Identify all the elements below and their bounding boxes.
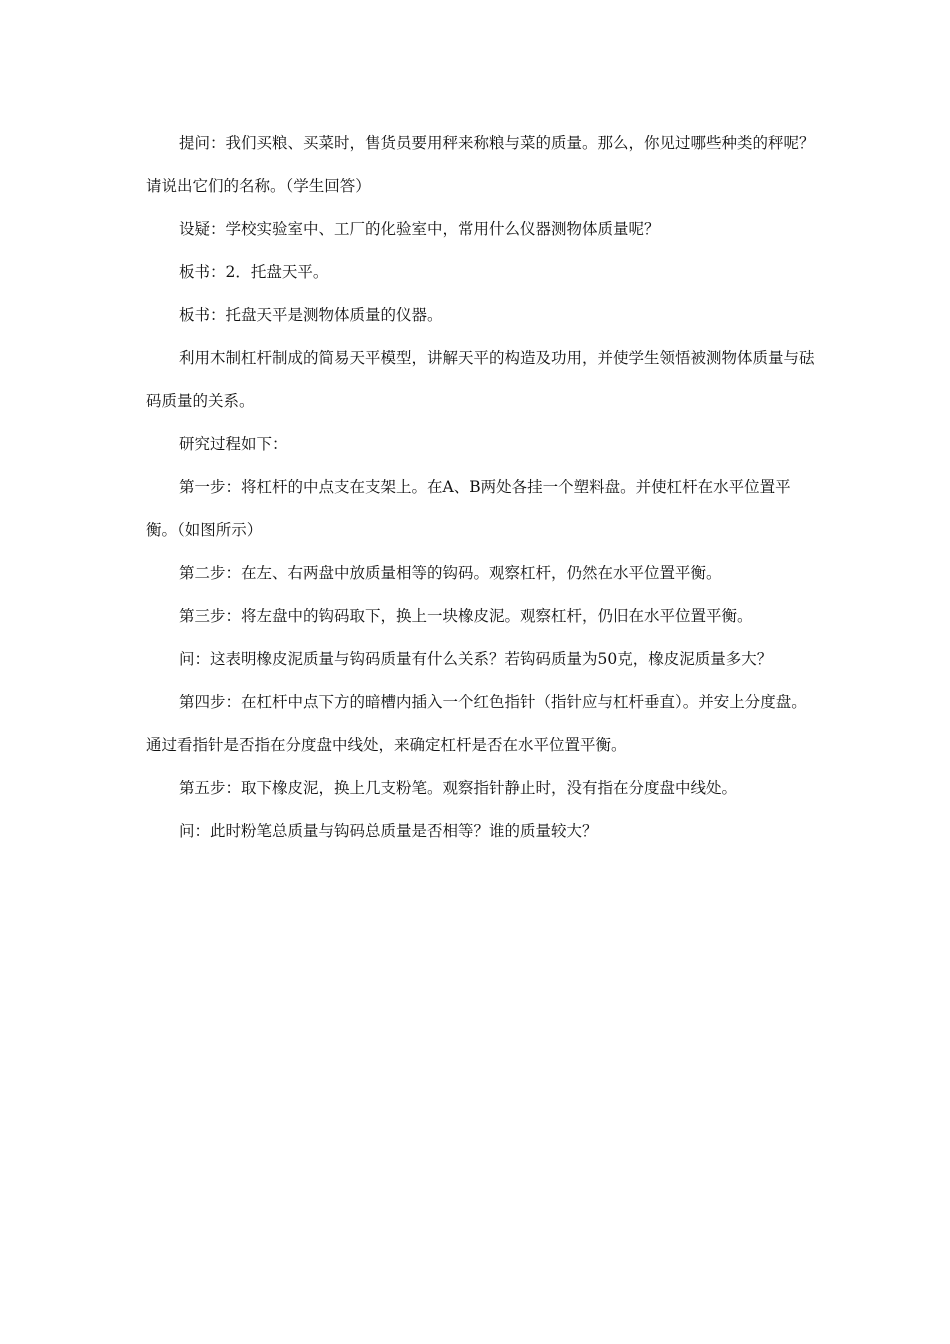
paragraph-question-relation: 问：这表明橡皮泥质量与钩码质量有什么关系？若钩码质量为50克，橡皮泥质量多大？ [179,650,773,668]
paragraph-board-title: 板书：2．托盘天平。 [179,263,329,281]
paragraph-question-scales: 提问：我们买粮、买菜时，售货员要用秤来称粮与菜的质量。那么，你见过哪些种类的秤呢？请说出它们的名称。（学生回答） [146,134,815,195]
paragraph-step-two: 第二步：在左、右两盘中放质量相等的钩码。观察杠杆，仍然在水平位置平衡。 [179,564,722,582]
paragraph-process-intro: 研究过程如下： [179,435,288,453]
paragraph-question-lab-instrument: 设疑：学校实验室中、工厂的化验室中，常用什么仪器测物体质量呢？ [179,220,660,238]
paragraph-lever-model: 利用木制杠杆制成的简易天平模型，讲解天平的构造及功用，并使学生领悟被测物体质量与砝码质量的关系。 [146,349,815,410]
paragraph-step-three: 第三步：将左盘中的钩码取下，换上一块橡皮泥。观察杠杆，仍旧在水平位置平衡。 [179,607,753,625]
paragraph-step-one: 第一步：将杠杆的中点支在支架上。在A、B两处各挂一个塑料盘。并使杠杆在水平位置平衡。（如图所示） [146,478,791,539]
paragraph-step-four: 第四步：在杠杆中点下方的暗槽内插入一个红色指针（指针应与杠杆垂直）。并安上分度盘。通过看指针是否指在分度盘中线处，来确定杠杆是否在水平位置平衡。 [146,693,807,754]
paragraph-question-chalk: 问：此时粉笔总质量与钩码总质量是否相等？谁的质量较大？ [179,822,598,840]
paragraph-step-five: 第五步：取下橡皮泥，换上几支粉笔。观察指针静止时，没有指在分度盘中线处。 [179,779,738,797]
document-body [146,122,816,853]
paragraph-board-definition: 板书：托盘天平是测物体质量的仪器。 [179,306,443,324]
